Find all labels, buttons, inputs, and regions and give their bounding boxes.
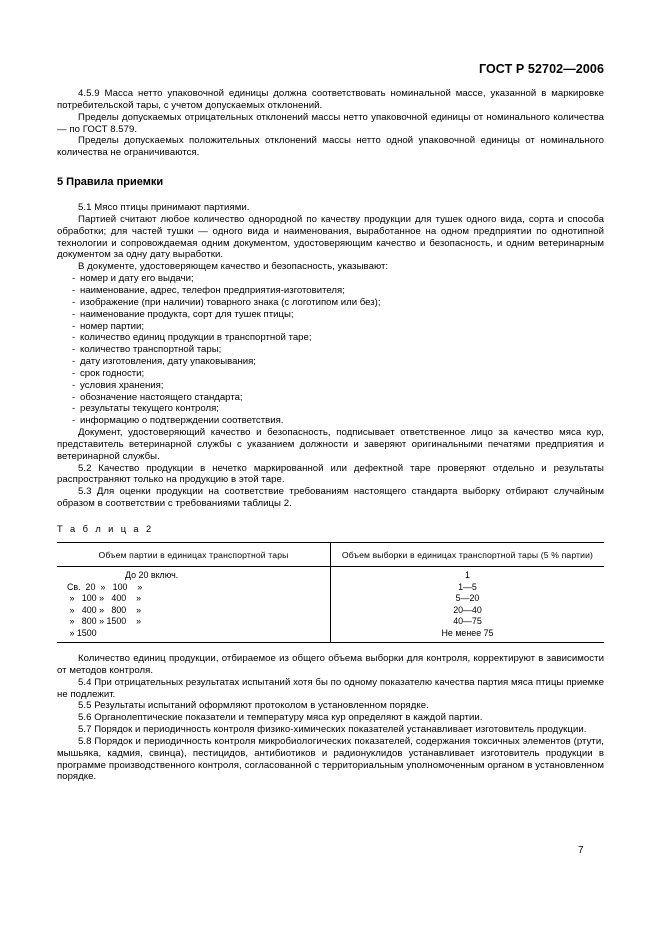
paragraph-5-2: 5.2 Качество продукции в нечетко маркированной или дефектной таре проверяют отдельно и результаты распространяют только на продукцию в этой таре. <box>57 462 604 486</box>
list-item: - условия хранения; <box>57 380 604 392</box>
paragraph-negative-deviations: Пределы допускаемых отрицательных отклонений массы нетто упаковочной единицы от номинального количества — по ГОСТ 8.579. <box>57 111 604 135</box>
paragraph-5-3: 5.3 Для оценки продукции на соответствие требованиям настоящего стандарта выборку отбирают случайным образом в соответствии с требованиями таблицы 2. <box>57 486 604 510</box>
table-header-row <box>57 543 604 567</box>
list-item: - номер партии; <box>57 321 604 333</box>
document-requirements-list <box>57 273 604 427</box>
table-2-sample-volume-cell <box>331 567 605 643</box>
paragraph-5-5: 5.5 Результаты испытаний оформляют протоколом в установленном порядке. <box>78 700 429 712</box>
list-item: - наименование, адрес, телефон предприятия-изготовителя; <box>57 285 604 297</box>
list-item: - количество транспортной тары; <box>57 344 604 356</box>
paragraph-after-table: Количество единиц продукции, отбираемое из общего объема выборки для контроля, корректируют в зависимости от методов контроля. <box>57 653 604 676</box>
table-2 <box>57 542 604 643</box>
table-row <box>57 567 604 643</box>
sample-volume-value: 1 <box>465 570 470 580</box>
table-2-head <box>57 543 604 567</box>
section-heading-5: 5 Правила приемки <box>57 176 164 189</box>
spacer-before-table-caption <box>57 510 604 524</box>
paragraph-5-7: 5.7 Порядок и периодичность контроля физико-химических показателей устанавливает изготовитель продукции. <box>78 724 587 736</box>
paragraph-5-4: 5.4 При отрицательных результатах испытаний хотя бы по одному показателю качества партия мяса птицы приемке не подлежит. <box>57 676 604 700</box>
page-content <box>57 88 604 783</box>
sample-volume-value: 20—40 <box>453 604 482 615</box>
list-item: - срок годности; <box>57 368 604 380</box>
sample-volume-value: Не менее 75 <box>441 627 494 638</box>
list-item: - информацию о подтверждении соответствия. <box>57 415 604 427</box>
table-2-header-batch-volume: Объем партии в единицах транспортной тары <box>57 543 331 567</box>
batch-range-value: » 800 » 1500 » <box>67 616 142 626</box>
spacer-after-table <box>57 643 604 653</box>
list-item: - результаты текущего контроля; <box>57 403 604 415</box>
table-2-header-sample-volume: Объем выборки в единицах транспортной тары (5 % партии) <box>331 543 605 567</box>
batch-range-value: » 100 » 400 » <box>67 593 142 603</box>
page-number: 7 <box>578 845 584 856</box>
sample-volume-value: 40—75 <box>453 616 482 626</box>
paragraph-5-6: 5.6 Органолептические показатели и температуру мяса кур определяют в каждой партии. <box>78 712 483 724</box>
table-2-caption: Т а б л и ц а 2 <box>57 524 154 534</box>
sample-volume-value: 5—20 <box>455 593 480 603</box>
list-item: - наименование продукта, сорт для тушек птицы; <box>57 309 604 321</box>
table-2-batch-volume-cell <box>57 567 331 643</box>
spacer-after-section <box>57 189 604 202</box>
list-item: - дату изготовления, дату упаковывания; <box>57 356 604 368</box>
batch-range-value: Св. 20 » 100 » <box>67 581 143 592</box>
batch-range-value: » 400 » 800 » <box>67 604 142 615</box>
batch-range-value: » 1500 <box>67 627 97 638</box>
paragraph-document-intro: В документе, удостоверяющем качество и безопасность, указывают: <box>78 261 389 273</box>
paragraph-5-8: 5.8 Порядок и периодичность контроля микробиологических показателей, содержания токсичных элементов (ртути, мышьяка, кадмия, свинца), пестицидов, антибиотиков и радионуклидов устанавливает изготовитель продукции в программе производственного контроля, согласованной с территориальным уполномоченным органом в установленном порядке. <box>57 735 604 783</box>
sample-volume-value: 1—5 <box>458 581 477 592</box>
list-item: - обозначение настоящего стандарта; <box>57 392 604 404</box>
paragraph-5-1: 5.1 Мясо птицы принимают партиями. <box>78 202 250 214</box>
paragraph-document-signing: Документ, удостоверяющий качество и безопасность, подписывает ответственное лицо за качество мяса кур, представитель ветеринарной службы с указанием должности и заверяют оригинальными печатями предприятия и ветеринарной службы. <box>57 427 604 462</box>
spacer-before-section <box>57 159 604 176</box>
paragraph-party-definition: Партией считают любое количество однородной по качеству продукции для тушек одного вида, сорта и способа обработки; для частей тушки — одного вида и наименования, выработанное на одном предприятии по однотипной технологии и сопровождаемая одним документом, удостоверяющим качество и безопасность, и одним ветеринарным документом за одну дату выработки. <box>57 213 604 261</box>
list-item: - количество единиц продукции в транспортной таре; <box>57 332 604 344</box>
page-header-standard: ГОСТ Р 52702—2006 <box>478 62 604 76</box>
list-item: - номер и дату его выдачи; <box>57 273 604 285</box>
spacer-after-table-caption <box>57 535 604 542</box>
batch-range-value: До 20 включ. <box>125 570 179 580</box>
list-item: - изображение (при наличии) товарного знака (с логотипом или без); <box>57 297 604 309</box>
paragraph-positive-deviations: Пределы допускаемых положительных отклонений массы нетто одной упаковочной единицы от номинального количества не ограничиваются. <box>57 135 604 159</box>
table-2-body <box>57 567 604 643</box>
paragraph-4-5-9: 4.5.9 Масса нетто упаковочной единицы должна соответствовать номинальной массе, указанной в маркировке потребительской тары, с учетом допускаемых отклонений. <box>57 88 604 111</box>
